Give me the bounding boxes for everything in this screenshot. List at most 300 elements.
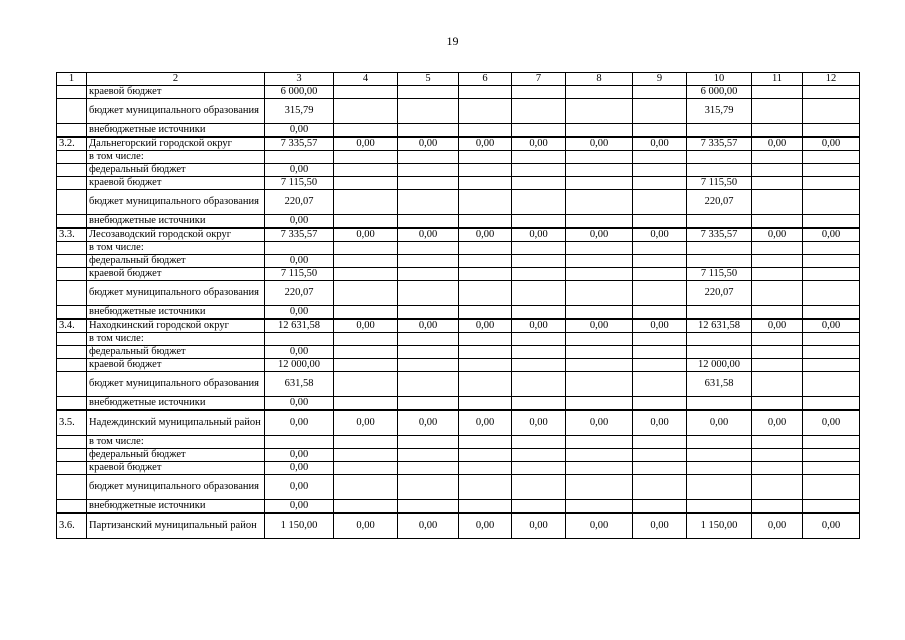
row-number: [57, 306, 87, 320]
value-cell: 0,00: [334, 410, 398, 436]
value-cell: [566, 359, 633, 372]
value-cell: [803, 86, 860, 99]
value-cell: 0,00: [633, 137, 687, 151]
value-cell: 0,00: [398, 410, 459, 436]
value-cell: 0,00: [512, 137, 566, 151]
value-cell: [633, 306, 687, 320]
column-header: 8: [566, 73, 633, 86]
value-cell: 0,00: [752, 513, 803, 539]
value-cell: [459, 281, 512, 306]
value-cell: [512, 475, 566, 500]
value-cell: 220,07: [687, 281, 752, 306]
value-cell: [334, 99, 398, 124]
value-cell: [633, 346, 687, 359]
value-cell: [752, 397, 803, 411]
value-cell: [687, 306, 752, 320]
value-cell: [566, 242, 633, 255]
value-cell: [566, 177, 633, 190]
value-cell: [633, 215, 687, 229]
value-cell: [512, 242, 566, 255]
column-header: 7: [512, 73, 566, 86]
value-cell: [633, 359, 687, 372]
table-row: [57, 410, 860, 436]
value-cell: [566, 475, 633, 500]
column-header: 9: [633, 73, 687, 86]
value-cell: [633, 333, 687, 346]
value-cell: [398, 268, 459, 281]
row-number: [57, 346, 87, 359]
value-cell: 0,00: [265, 397, 334, 411]
value-cell: 0,00: [633, 228, 687, 242]
value-cell: [512, 268, 566, 281]
column-header: 11: [752, 73, 803, 86]
value-cell: [459, 475, 512, 500]
value-cell: 6 000,00: [265, 86, 334, 99]
row-label: внебюджетные источники: [87, 124, 265, 138]
value-cell: [687, 397, 752, 411]
value-cell: [512, 306, 566, 320]
row-label: в том числе:: [87, 242, 265, 255]
table-row: [57, 475, 860, 500]
table-row: [57, 500, 860, 514]
value-cell: [512, 151, 566, 164]
value-cell: [512, 86, 566, 99]
column-header: 5: [398, 73, 459, 86]
value-cell: 0,00: [398, 513, 459, 539]
table-row: [57, 346, 860, 359]
row-number: [57, 500, 87, 514]
value-cell: [687, 475, 752, 500]
table-row: [57, 359, 860, 372]
column-header: 3: [265, 73, 334, 86]
row-number: [57, 397, 87, 411]
value-cell: [566, 281, 633, 306]
value-cell: [512, 372, 566, 397]
value-cell: 0,00: [265, 500, 334, 514]
value-cell: [334, 462, 398, 475]
table-row: [57, 86, 860, 99]
value-cell: 7 115,50: [265, 268, 334, 281]
value-cell: 7 335,57: [265, 137, 334, 151]
value-cell: [512, 346, 566, 359]
value-cell: [334, 164, 398, 177]
value-cell: [512, 500, 566, 514]
row-number: [57, 359, 87, 372]
value-cell: 0,00: [265, 164, 334, 177]
row-number: [57, 255, 87, 268]
value-cell: 0,00: [633, 513, 687, 539]
value-cell: [566, 124, 633, 138]
table-row: [57, 137, 860, 151]
row-label: внебюджетные источники: [87, 397, 265, 411]
row-number: [57, 215, 87, 229]
value-cell: 12 000,00: [687, 359, 752, 372]
value-cell: [687, 124, 752, 138]
table-row: [57, 268, 860, 281]
value-cell: [459, 436, 512, 449]
row-label: в том числе:: [87, 333, 265, 346]
value-cell: [803, 475, 860, 500]
value-cell: 0,00: [633, 410, 687, 436]
value-cell: 0,00: [265, 449, 334, 462]
value-cell: [633, 242, 687, 255]
row-label: в том числе:: [87, 436, 265, 449]
row-label: краевой бюджет: [87, 268, 265, 281]
row-label: краевой бюджет: [87, 177, 265, 190]
table-row: [57, 151, 860, 164]
value-cell: [459, 306, 512, 320]
value-cell: [512, 359, 566, 372]
value-cell: 12 000,00: [265, 359, 334, 372]
budget-table: [56, 72, 860, 539]
value-cell: [803, 255, 860, 268]
value-cell: 0,00: [803, 228, 860, 242]
value-cell: [398, 346, 459, 359]
value-cell: 0,00: [566, 228, 633, 242]
value-cell: [687, 151, 752, 164]
value-cell: [334, 449, 398, 462]
value-cell: [334, 268, 398, 281]
value-cell: [803, 333, 860, 346]
value-cell: [334, 190, 398, 215]
row-label: Надеждинский муниципальный район: [87, 410, 265, 436]
value-cell: [512, 215, 566, 229]
value-cell: [334, 215, 398, 229]
value-cell: [334, 177, 398, 190]
table-row: [57, 99, 860, 124]
value-cell: [687, 500, 752, 514]
value-cell: 0,00: [803, 137, 860, 151]
value-cell: 220,07: [687, 190, 752, 215]
value-cell: [752, 99, 803, 124]
row-label: бюджет муниципального образования: [87, 99, 265, 124]
value-cell: [398, 177, 459, 190]
row-number: [57, 124, 87, 138]
value-cell: [633, 281, 687, 306]
row-label: внебюджетные источники: [87, 500, 265, 514]
value-cell: [803, 215, 860, 229]
value-cell: [803, 397, 860, 411]
table-row: [57, 177, 860, 190]
value-cell: [334, 281, 398, 306]
table-row: [57, 436, 860, 449]
value-cell: [803, 177, 860, 190]
value-cell: [803, 462, 860, 475]
value-cell: [633, 151, 687, 164]
value-cell: [459, 86, 512, 99]
value-cell: 0,00: [803, 513, 860, 539]
value-cell: 0,00: [398, 228, 459, 242]
row-number: [57, 164, 87, 177]
value-cell: 0,00: [803, 319, 860, 333]
value-cell: [459, 500, 512, 514]
table-row: [57, 124, 860, 138]
row-label: краевой бюджет: [87, 462, 265, 475]
table-row: [57, 306, 860, 320]
value-cell: [803, 99, 860, 124]
value-cell: [334, 255, 398, 268]
value-cell: [512, 333, 566, 346]
row-number: [57, 436, 87, 449]
value-cell: [752, 359, 803, 372]
row-label: федеральный бюджет: [87, 449, 265, 462]
value-cell: [687, 462, 752, 475]
value-cell: 631,58: [687, 372, 752, 397]
value-cell: [566, 449, 633, 462]
row-label: Партизанский муниципальный район: [87, 513, 265, 539]
value-cell: [398, 449, 459, 462]
column-header: 12: [803, 73, 860, 86]
value-cell: [512, 281, 566, 306]
row-number: 3.4.: [57, 319, 87, 333]
value-cell: 631,58: [265, 372, 334, 397]
value-cell: [512, 397, 566, 411]
value-cell: [459, 151, 512, 164]
value-cell: [566, 372, 633, 397]
value-cell: [398, 436, 459, 449]
value-cell: [334, 436, 398, 449]
value-cell: [633, 190, 687, 215]
row-number: [57, 268, 87, 281]
value-cell: 0,00: [752, 410, 803, 436]
row-label: федеральный бюджет: [87, 346, 265, 359]
value-cell: 0,00: [459, 319, 512, 333]
value-cell: 0,00: [459, 410, 512, 436]
row-number: [57, 333, 87, 346]
value-cell: 0,00: [459, 137, 512, 151]
value-cell: [398, 462, 459, 475]
value-cell: [459, 333, 512, 346]
value-cell: [512, 255, 566, 268]
value-cell: 6 000,00: [687, 86, 752, 99]
column-header: 10: [687, 73, 752, 86]
value-cell: 7 115,50: [687, 268, 752, 281]
value-cell: [633, 372, 687, 397]
value-cell: 0,00: [265, 462, 334, 475]
row-number: 3.2.: [57, 137, 87, 151]
value-cell: [459, 346, 512, 359]
table-header-row: [57, 73, 860, 86]
value-cell: [803, 500, 860, 514]
value-cell: [398, 151, 459, 164]
row-number: [57, 151, 87, 164]
value-cell: [459, 242, 512, 255]
row-number: 3.5.: [57, 410, 87, 436]
row-label: бюджет муниципального образования: [87, 475, 265, 500]
value-cell: [803, 306, 860, 320]
value-cell: [265, 242, 334, 255]
value-cell: [566, 268, 633, 281]
value-cell: 0,00: [265, 410, 334, 436]
value-cell: 0,00: [803, 410, 860, 436]
value-cell: 0,00: [566, 513, 633, 539]
column-header: 6: [459, 73, 512, 86]
value-cell: [633, 124, 687, 138]
value-cell: [398, 190, 459, 215]
value-cell: [633, 255, 687, 268]
row-label: внебюджетные источники: [87, 215, 265, 229]
value-cell: [398, 359, 459, 372]
value-cell: [398, 242, 459, 255]
value-cell: [803, 164, 860, 177]
value-cell: [459, 397, 512, 411]
row-number: [57, 190, 87, 215]
value-cell: [334, 346, 398, 359]
value-cell: [752, 190, 803, 215]
value-cell: [398, 397, 459, 411]
value-cell: [459, 372, 512, 397]
value-cell: [633, 500, 687, 514]
table-row: [57, 462, 860, 475]
value-cell: 220,07: [265, 281, 334, 306]
value-cell: [803, 268, 860, 281]
value-cell: [633, 99, 687, 124]
value-cell: [566, 500, 633, 514]
value-cell: [633, 449, 687, 462]
value-cell: [752, 124, 803, 138]
value-cell: [752, 268, 803, 281]
value-cell: [633, 164, 687, 177]
value-cell: [752, 177, 803, 190]
row-number: [57, 177, 87, 190]
value-cell: 12 631,58: [265, 319, 334, 333]
value-cell: [752, 242, 803, 255]
value-cell: [398, 99, 459, 124]
row-label: Лесозаводский городской округ: [87, 228, 265, 242]
value-cell: [752, 462, 803, 475]
column-header: 1: [57, 73, 87, 86]
value-cell: [398, 306, 459, 320]
table-row: [57, 255, 860, 268]
value-cell: [459, 359, 512, 372]
value-cell: [398, 124, 459, 138]
value-cell: [459, 99, 512, 124]
value-cell: 7 335,57: [687, 137, 752, 151]
value-cell: [512, 449, 566, 462]
row-number: [57, 462, 87, 475]
value-cell: 0,00: [265, 346, 334, 359]
value-cell: [566, 86, 633, 99]
table-row: [57, 164, 860, 177]
value-cell: [334, 500, 398, 514]
value-cell: [334, 242, 398, 255]
row-label: внебюджетные источники: [87, 306, 265, 320]
value-cell: [752, 255, 803, 268]
value-cell: [803, 449, 860, 462]
value-cell: 0,00: [265, 475, 334, 500]
value-cell: [398, 372, 459, 397]
value-cell: 0,00: [265, 215, 334, 229]
value-cell: 0,00: [334, 319, 398, 333]
value-cell: [566, 397, 633, 411]
value-cell: 220,07: [265, 190, 334, 215]
value-cell: [334, 151, 398, 164]
row-label: бюджет муниципального образования: [87, 281, 265, 306]
table-row: [57, 333, 860, 346]
value-cell: 0,00: [566, 137, 633, 151]
value-cell: [398, 215, 459, 229]
value-cell: [512, 177, 566, 190]
row-number: [57, 86, 87, 99]
value-cell: [566, 306, 633, 320]
value-cell: 0,00: [334, 513, 398, 539]
value-cell: [512, 190, 566, 215]
value-cell: 7 335,57: [265, 228, 334, 242]
table-row: [57, 228, 860, 242]
value-cell: [687, 164, 752, 177]
value-cell: 0,00: [687, 410, 752, 436]
value-cell: [633, 397, 687, 411]
table-row: [57, 215, 860, 229]
value-cell: 1 150,00: [687, 513, 752, 539]
table-row: [57, 190, 860, 215]
value-cell: [752, 333, 803, 346]
value-cell: 0,00: [512, 319, 566, 333]
value-cell: [334, 86, 398, 99]
value-cell: [803, 190, 860, 215]
value-cell: [566, 164, 633, 177]
value-cell: 0,00: [334, 228, 398, 242]
value-cell: 0,00: [265, 306, 334, 320]
table-row: [57, 372, 860, 397]
table-row: [57, 242, 860, 255]
value-cell: 7 115,50: [265, 177, 334, 190]
value-cell: 7 115,50: [687, 177, 752, 190]
value-cell: [803, 124, 860, 138]
value-cell: 315,79: [265, 99, 334, 124]
value-cell: [566, 190, 633, 215]
value-cell: [752, 86, 803, 99]
value-cell: [752, 306, 803, 320]
row-label: краевой бюджет: [87, 359, 265, 372]
table-row: [57, 513, 860, 539]
value-cell: [687, 255, 752, 268]
row-number: [57, 99, 87, 124]
value-cell: [566, 151, 633, 164]
value-cell: 0,00: [459, 228, 512, 242]
value-cell: 0,00: [265, 255, 334, 268]
value-cell: [566, 462, 633, 475]
value-cell: [265, 333, 334, 346]
value-cell: 0,00: [398, 319, 459, 333]
value-cell: [752, 500, 803, 514]
value-cell: [752, 151, 803, 164]
value-cell: [398, 500, 459, 514]
value-cell: [633, 436, 687, 449]
row-label: Находкинский городской округ: [87, 319, 265, 333]
value-cell: 0,00: [566, 319, 633, 333]
value-cell: [512, 462, 566, 475]
value-cell: [687, 242, 752, 255]
value-cell: [398, 475, 459, 500]
value-cell: [334, 124, 398, 138]
value-cell: 0,00: [265, 124, 334, 138]
value-cell: 7 335,57: [687, 228, 752, 242]
value-cell: [334, 397, 398, 411]
value-cell: [803, 372, 860, 397]
row-number: [57, 449, 87, 462]
value-cell: [752, 475, 803, 500]
value-cell: 0,00: [512, 228, 566, 242]
value-cell: [633, 475, 687, 500]
value-cell: [512, 124, 566, 138]
table-row: [57, 397, 860, 411]
value-cell: 0,00: [752, 228, 803, 242]
value-cell: [633, 86, 687, 99]
row-label: в том числе:: [87, 151, 265, 164]
value-cell: [752, 346, 803, 359]
value-cell: [459, 164, 512, 177]
